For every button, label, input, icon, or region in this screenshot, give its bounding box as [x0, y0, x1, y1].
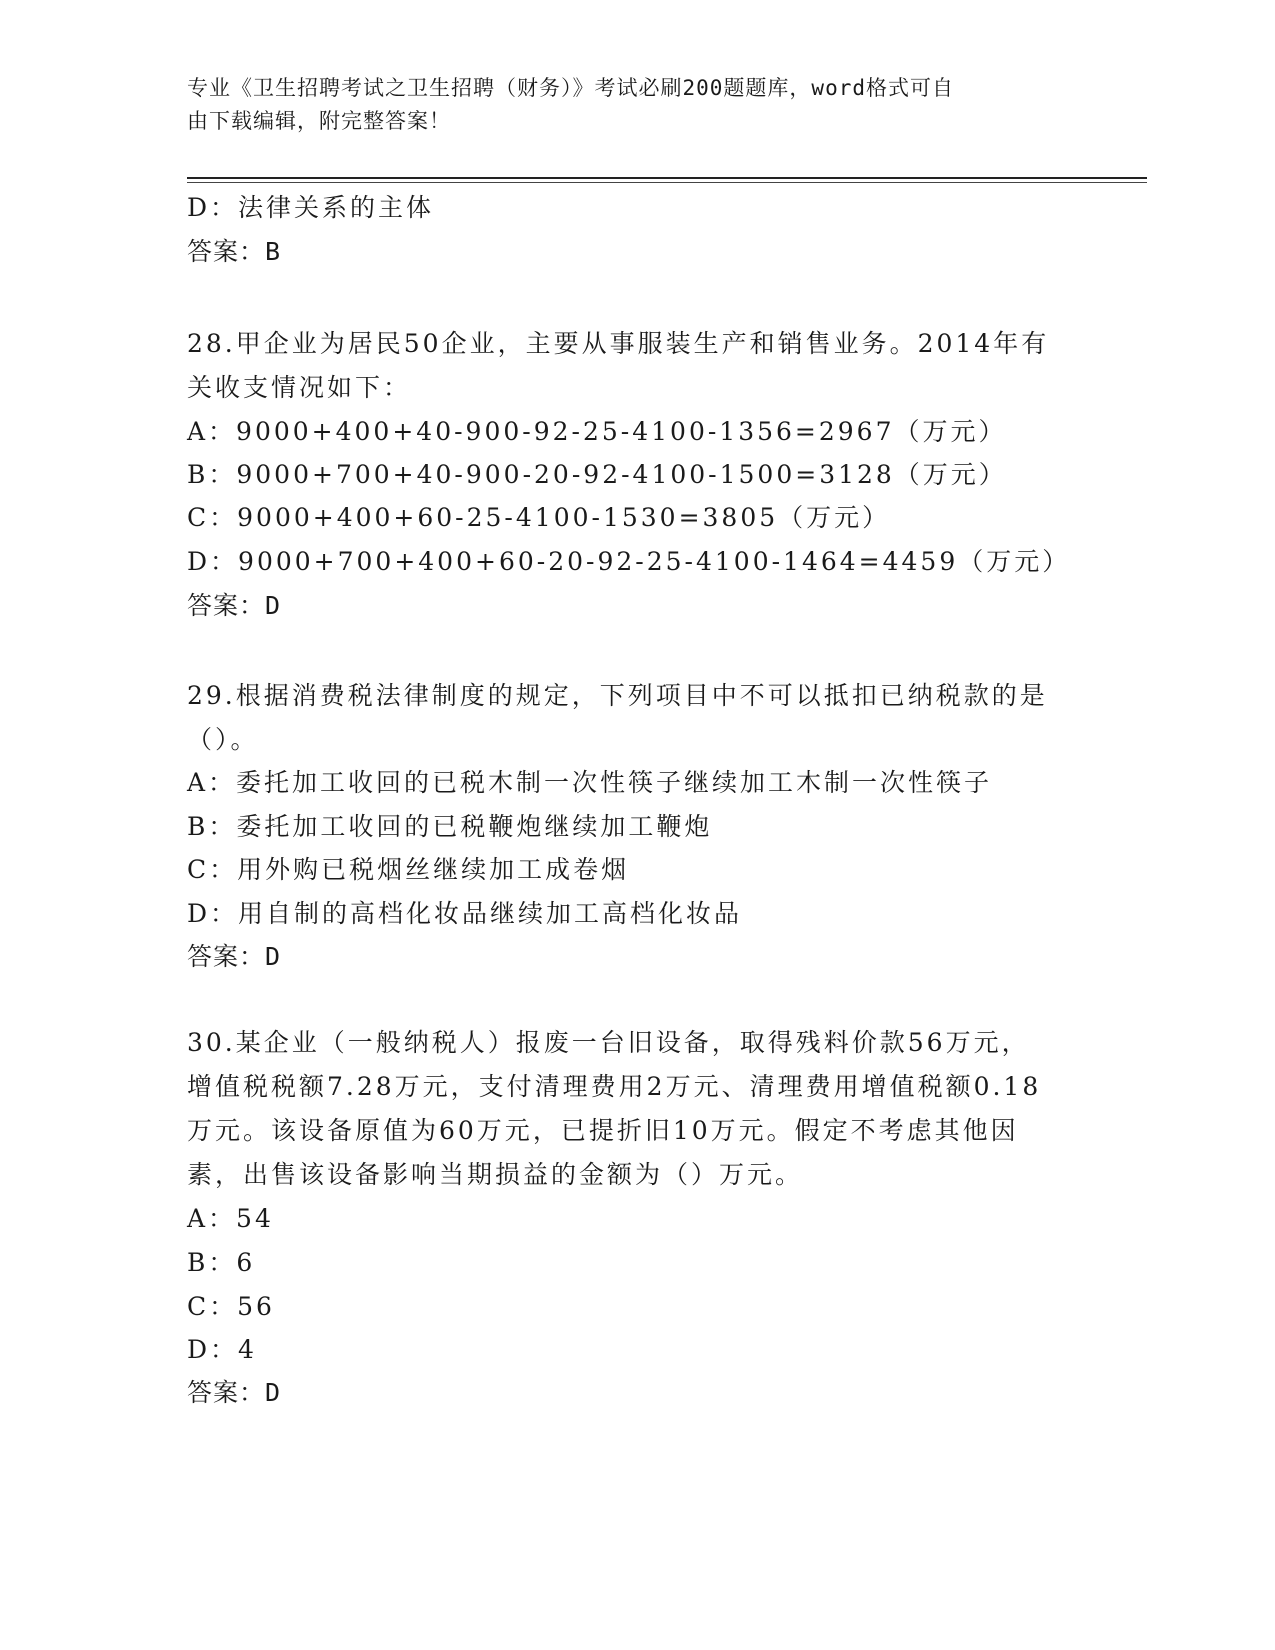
q30-answer: 答案：D: [187, 1378, 282, 1407]
q29-answer: 答案：D: [187, 942, 282, 971]
q30-stem-line-2: 增值税税额7.28万元，支付清理费用2万元、清理费用增值税额0.18: [187, 1072, 1042, 1101]
q30-option-b: B：6: [187, 1248, 256, 1277]
q28-answer: 答案：D: [187, 591, 282, 620]
document-header: [187, 72, 1087, 138]
header-divider-thin: [187, 182, 1147, 183]
q30-stem-line-1: 30.某企业（一般纳税人）报废一台旧设备，取得残料价款56万元，: [187, 1028, 1030, 1057]
q29-option-d: D：用自制的高档化妆品继续加工高档化妆品: [187, 899, 743, 928]
q30-stem-line-4: 素，出售该设备影响当期损益的金额为（）万元。: [187, 1160, 804, 1189]
q28-stem-line-1: 28.甲企业为居民50企业，主要从事服装生产和销售业务。2014年有: [187, 329, 1050, 358]
q29-option-b: B：委托加工收回的已税鞭炮继续加工鞭炮: [187, 812, 713, 841]
q29-option-a: A：委托加工收回的已税木制一次性筷子继续加工木制一次性筷子: [187, 768, 993, 797]
q30-stem-line-3: 万元。该设备原值为60万元，已提折旧10万元。假定不考虑其他因: [187, 1116, 1019, 1145]
q29-option-c: C：用外购已税烟丝继续加工成卷烟: [187, 855, 630, 884]
q29-stem-line-2: （）。: [187, 725, 259, 754]
q29-stem-line-1: 29.根据消费税法律制度的规定，下列项目中不可以抵扣已纳税款的是: [187, 681, 1048, 710]
q30-option-d: D：4: [187, 1335, 257, 1364]
header-line-1: 专业《卫生招聘考试之卫生招聘（财务）》考试必刷200题题库，word格式可自: [187, 76, 954, 100]
q27-answer: 答案：B: [187, 237, 282, 266]
q30-option-a: A：54: [187, 1204, 274, 1233]
header-divider-thick: [187, 177, 1147, 179]
q28-option-d: D：9000+700+400+60-20-92-25-4100-1464=4459（万元）: [187, 547, 1071, 576]
header-line-2: 由下载编辑，附完整答案！: [187, 109, 451, 133]
q27-option-d: D：法律关系的主体: [187, 193, 435, 222]
q28-option-c: C：9000+400+60-25-4100-1530=3805（万元）: [187, 503, 891, 532]
q28-stem-line-2: 关收支情况如下：: [187, 373, 412, 402]
q28-option-b: B：9000+700+40-900-20-92-4100-1500=3128（万元）: [187, 460, 1007, 489]
q28-option-a: A：9000+400+40-900-92-25-4100-1356=2967（万元）: [187, 417, 1007, 446]
q30-option-c: C：56: [187, 1292, 275, 1321]
